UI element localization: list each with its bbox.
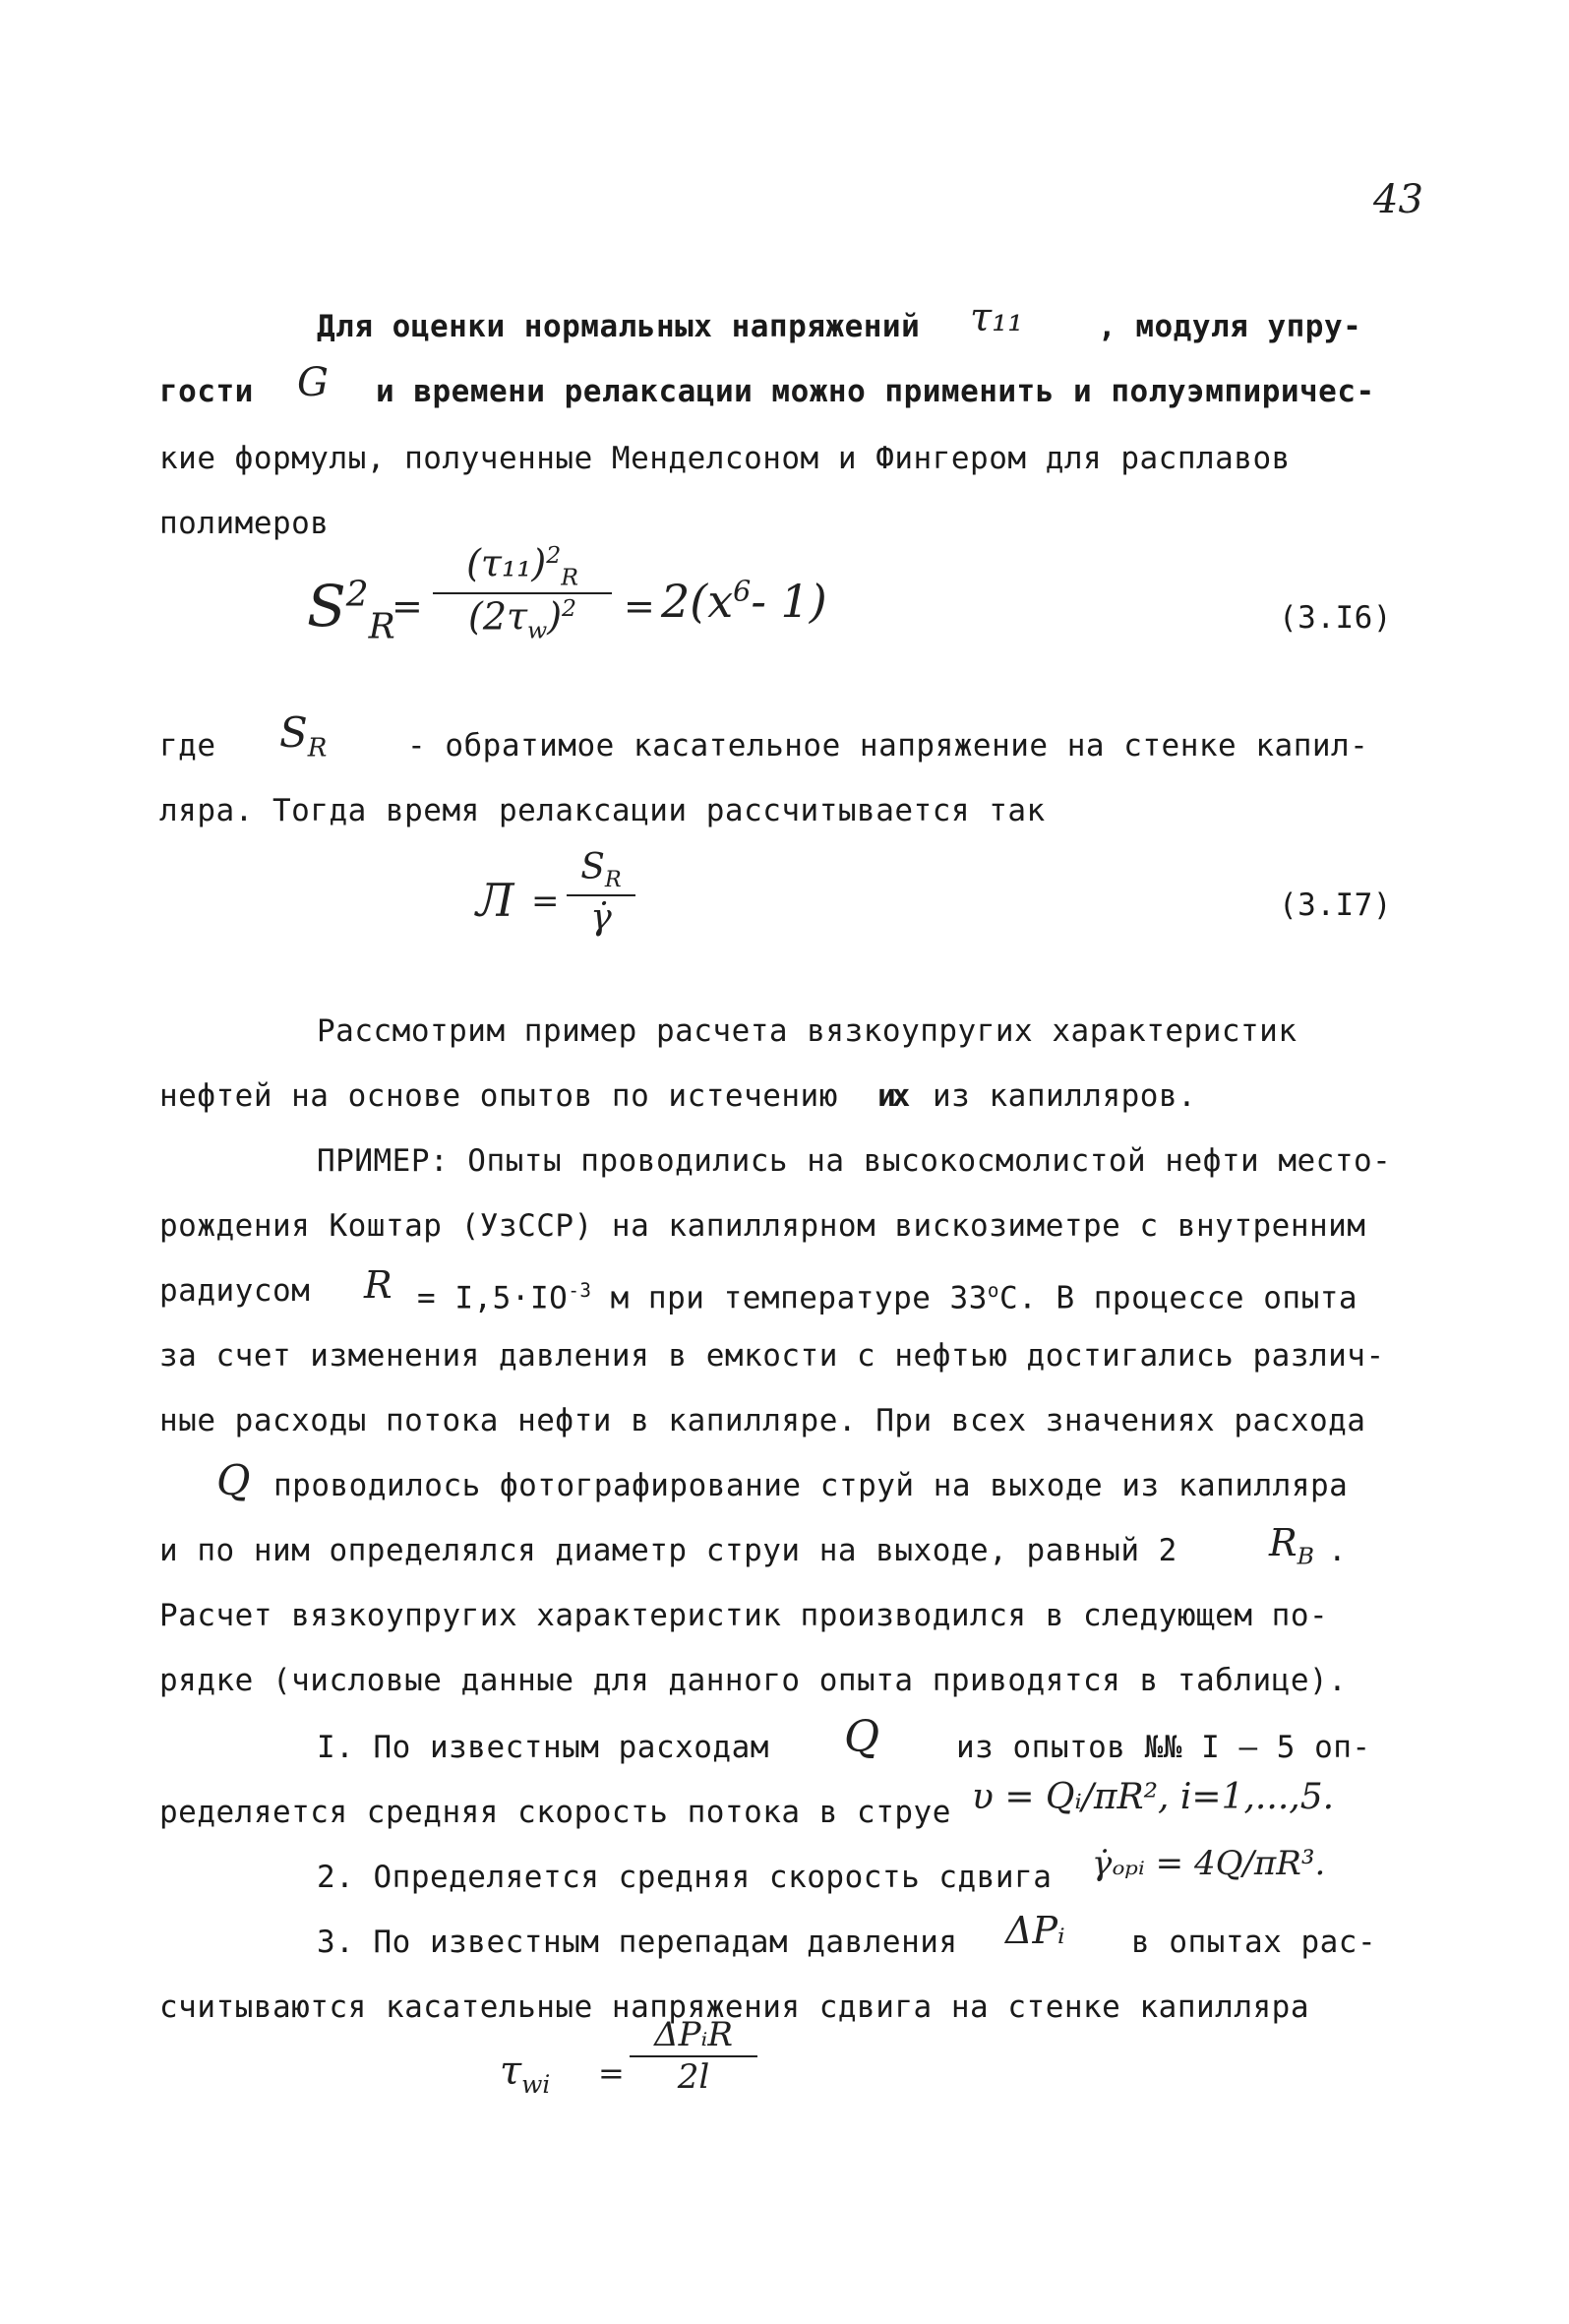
para4-line4-text: за счет изменения давления в емкости с нефтью достигались различ-	[159, 1338, 1385, 1374]
step3-formula-lhs: $\tau_{wi}$	[500, 2049, 551, 2099]
step1-symbol-Q: Q	[844, 1712, 880, 1762]
para3-struck-word: их	[877, 1078, 907, 1114]
para1-line4-text: полимеров	[159, 506, 330, 541]
para1-line1-end: , модуля упру-	[1098, 309, 1362, 344]
eq317-denominator: γ̇	[590, 896, 612, 938]
step1-formula: υ = Qᵢ/πR², i=1,...,5.	[972, 1777, 1335, 1817]
eq316-fraction	[433, 543, 612, 643]
para4-line3-start: радиусом	[159, 1273, 311, 1309]
para1-line2-text: и времени релаксации можно применить и полуэмпиричес-	[376, 374, 1375, 409]
step3-formula-numerator: ΔPᵢR	[654, 2015, 733, 2054]
step3-line1-start: 3. По известным перепадам давления	[317, 1925, 958, 1960]
step3-symbol-dP: ΔPᵢ	[1005, 1909, 1065, 1952]
para4-line6-text: проводилось фотографирование струй на выходе из капилляра	[273, 1468, 1349, 1503]
para2-line2-text: ляра. Тогда время релаксации рассчитывается так	[159, 793, 1046, 828]
step2-text: 2. Определяется средняя скорость сдвига	[317, 1860, 1053, 1895]
para2-line1-text: - обратимое касательное напряжение на стенке капил-	[407, 728, 1369, 764]
step3-formula-denominator: 2l	[677, 2057, 710, 2098]
para3-line2-end: из капилляров.	[933, 1078, 1197, 1114]
eq316-lhs: $S^2_R$	[307, 573, 395, 647]
step2-formula: γ̇ₒₚᵢ = 4Q/πR³.	[1092, 1844, 1326, 1883]
eq316-number: (3.I6)	[1279, 600, 1392, 636]
eq317-numerator: $S_R$	[580, 847, 622, 893]
eq317-number: (3.I7)	[1279, 887, 1392, 923]
eq316-equals-2: =	[624, 584, 655, 628]
para4-line3-mid: = $I,5\cdot IO^{-3}$ м при температуре 33$^o$С. В процессе опыта	[417, 1279, 1358, 1316]
step3-line1-end: в опытах рас-	[1131, 1925, 1377, 1960]
eq317-lhs: Л	[476, 874, 514, 927]
para4-line8-text: Расчет вязкоупругих характеристик производился в следующем по-	[159, 1598, 1329, 1633]
eq316-denominator: $(2\tau_w)^2$	[468, 594, 576, 644]
eq317-equals: =	[531, 882, 560, 921]
para2-line1-start: где	[159, 728, 216, 764]
para3-line2-start: нефтей на основе опытов по истечению	[159, 1078, 838, 1114]
para4-line1-text: ПРИМЕР: Опыты проводились на высокосмолистой нефти место-	[317, 1143, 1392, 1179]
eq317-fraction-bar	[567, 894, 635, 896]
para4-line9-text: рядке (числовые данные для данного опыта приводятся в таблице).	[159, 1663, 1348, 1698]
symbol-RB: $R_B$	[1269, 1521, 1314, 1570]
eq316-rhs: $2(x^6-$ 1)	[661, 575, 827, 628]
symbol-Q: Q	[216, 1456, 251, 1504]
symbol-tau11: τ₁₁	[970, 295, 1024, 340]
eq316-numerator: $(\tau_{11})^2_R$	[466, 541, 578, 591]
step1-line1-start: I. По известным расходам	[317, 1730, 769, 1765]
eq317-fraction	[567, 848, 635, 937]
para1-line2-start: гости	[159, 374, 254, 409]
para1-line1-text: Для оценки нормальных напряжений	[317, 309, 921, 344]
symbol-SR: $S_R$	[279, 708, 328, 764]
para4-line5-text: ные расходы потока нефти в капилляре. При всех значениях расхода	[159, 1403, 1366, 1438]
step3-line2-text: считываются касательные напряжения сдвига на стенке капилляра	[159, 1989, 1309, 2025]
symbol-G: G	[297, 360, 329, 405]
para4-line7-end: .	[1328, 1533, 1348, 1568]
para4-line7-text: и по ним определялся диаметр струи на выходе, равный 2	[159, 1533, 1177, 1568]
step1-line1-end: из опытов №№ I – 5 оп-	[956, 1730, 1371, 1765]
para3-line1-text: Рассмотрим пример расчета вязкоупругих характеристик	[317, 1013, 1297, 1049]
para1-line3-text: кие формулы, полученные Менделсоном и Фингером для расплавов	[159, 441, 1291, 476]
page-number: 43	[1373, 177, 1423, 222]
para4-line2-text: рождения Коштар (УзССР) на капиллярном вискозиметре с внутренним	[159, 1208, 1366, 1244]
step3-formula-equals: =	[598, 2054, 625, 2092]
symbol-R: R	[364, 1263, 392, 1307]
eq316-equals-1: =	[392, 584, 423, 628]
step1-line2-text: ределяется средняя скорость потока в струе	[159, 1795, 951, 1830]
step3-formula-fraction	[630, 2017, 757, 2097]
